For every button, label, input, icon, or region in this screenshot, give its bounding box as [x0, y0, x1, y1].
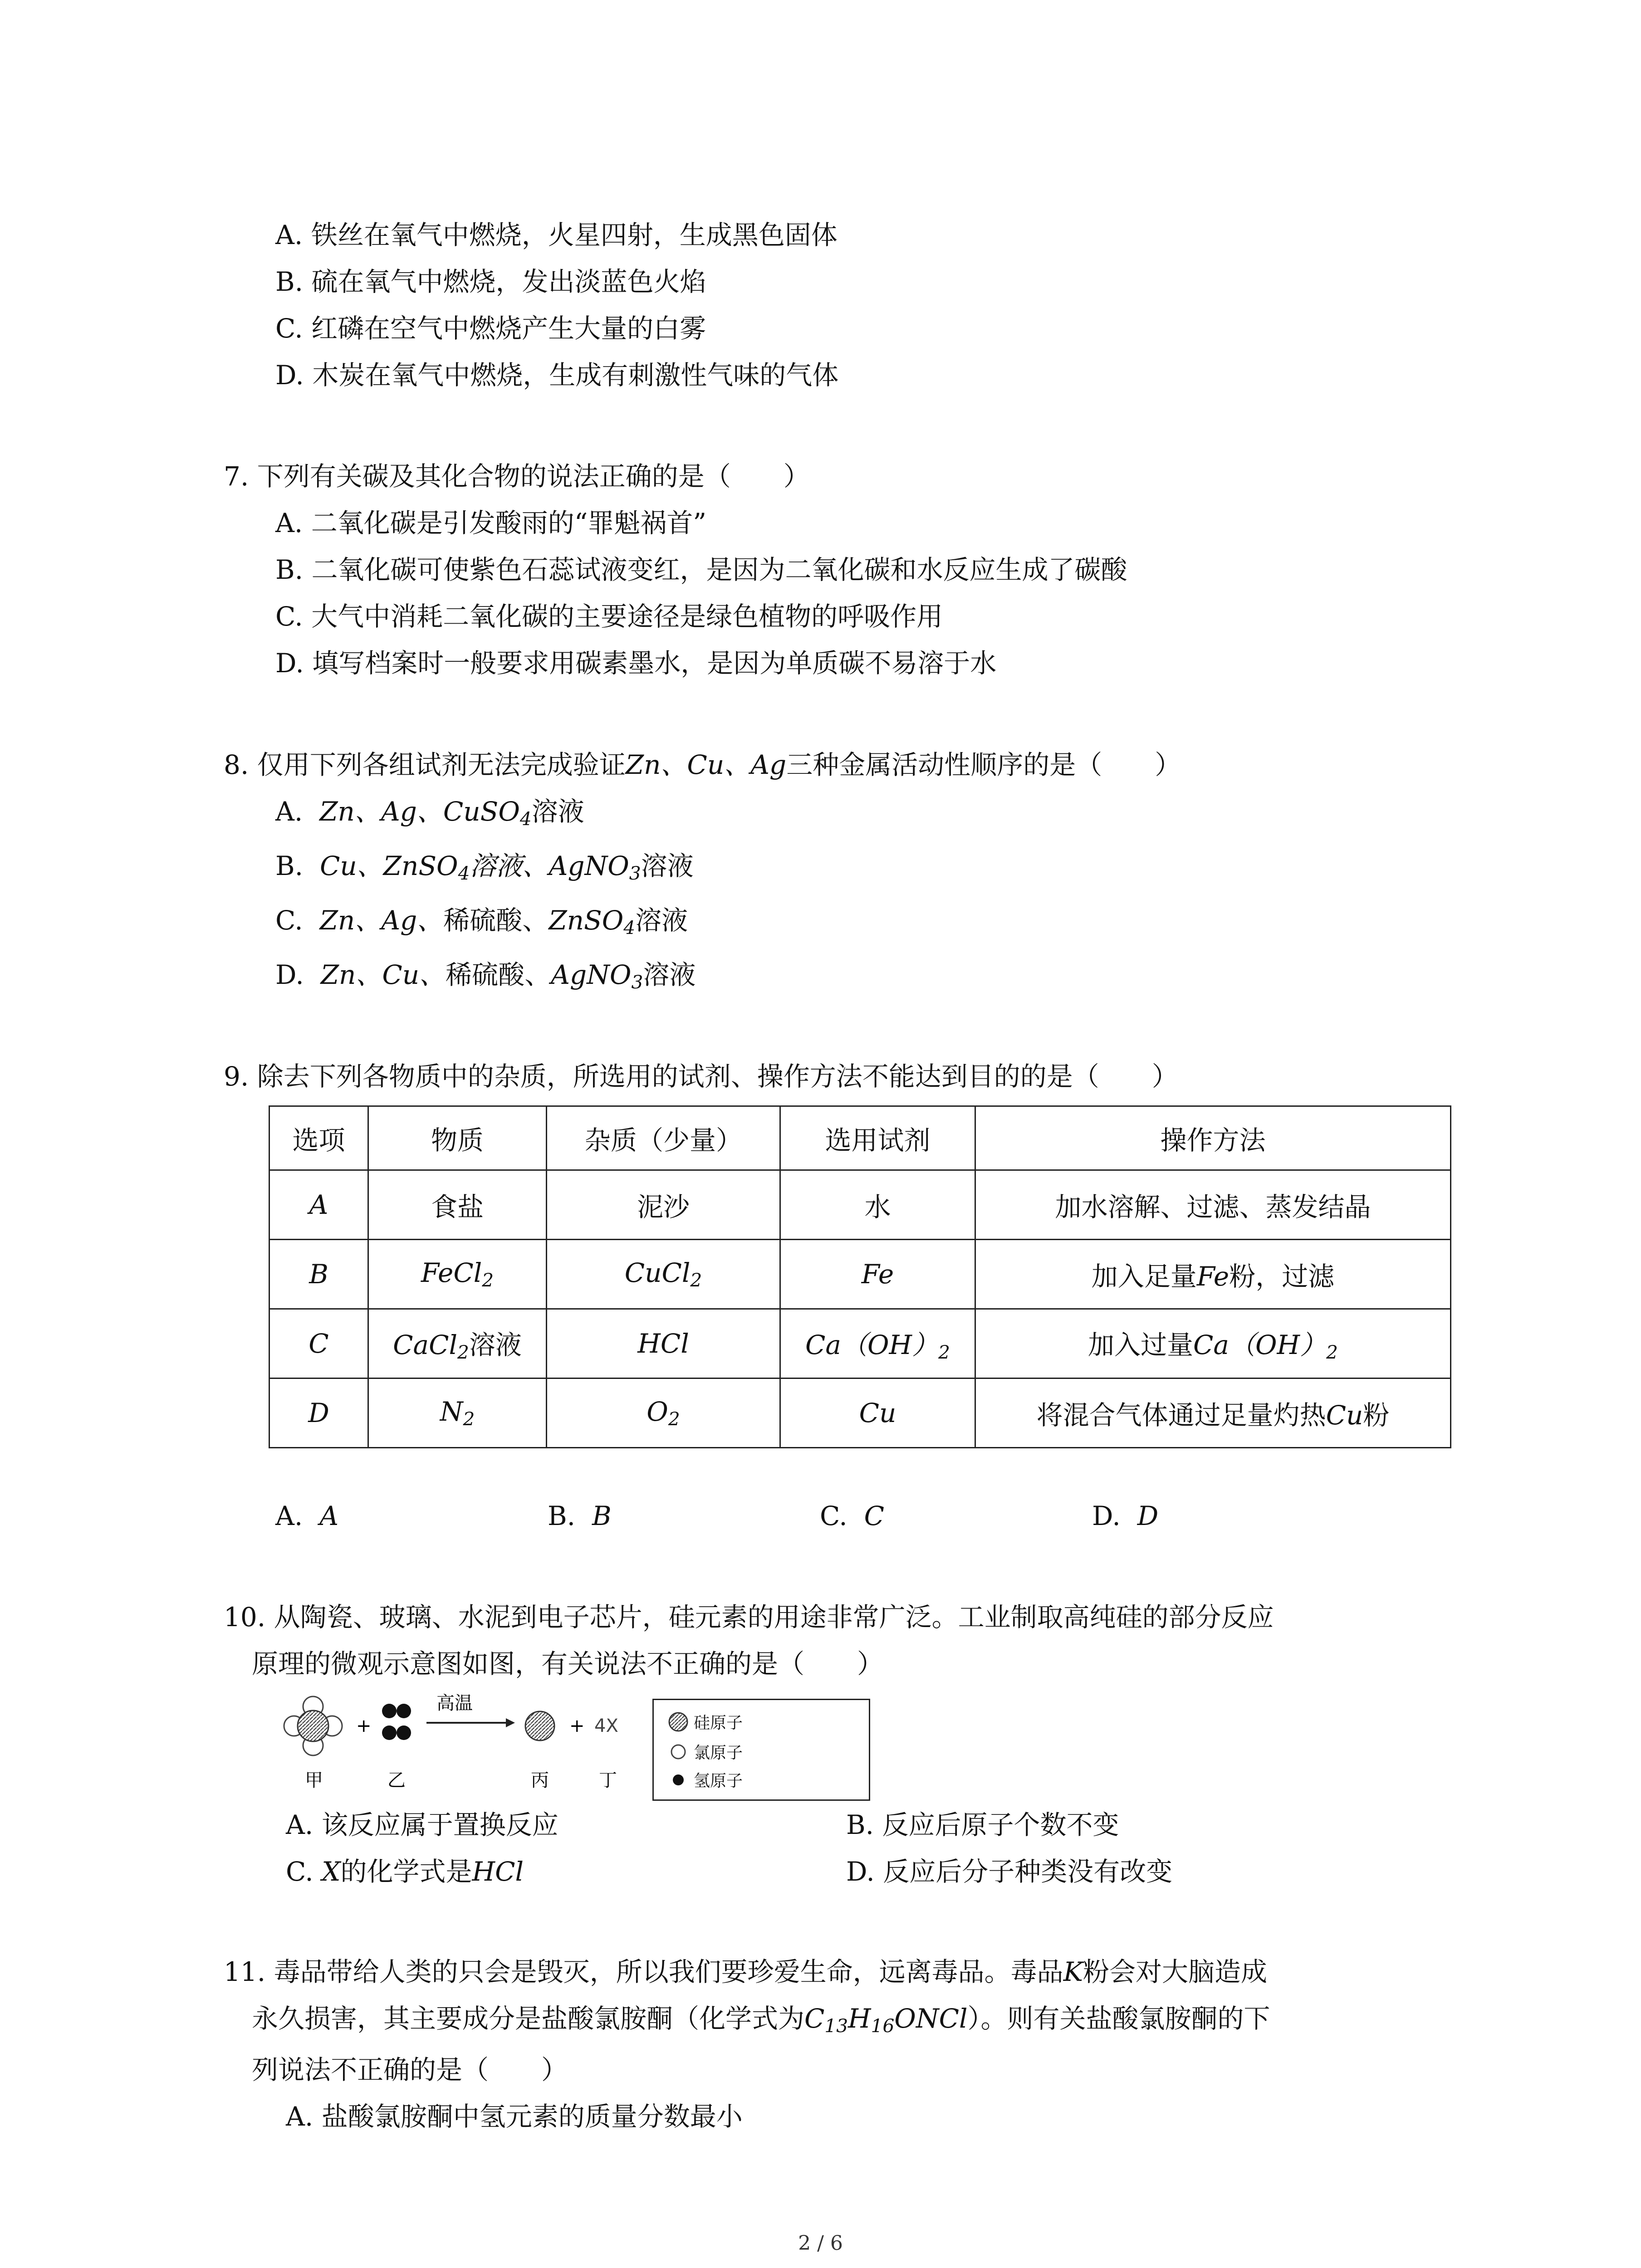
cell-option: A [269, 1170, 368, 1240]
subscript: 4 [458, 862, 470, 885]
q10-option-b: B. 反应后原子个数不变 [846, 1809, 1119, 1840]
subscript: 4 [623, 917, 636, 939]
q11-stem-line2 [252, 2000, 1270, 2044]
hydrogen-atom [397, 1704, 411, 1718]
arrow-head-icon [506, 1718, 515, 1727]
chlorine-atom-icon [667, 1741, 689, 1763]
q10-stem-line2: 原理的微观示意图如图，有关说法不正确的是（ ） [252, 1648, 884, 1679]
cell-text: 溶液 [469, 1330, 522, 1361]
element: H [848, 2003, 871, 2034]
method-text: 粉，过滤 [1229, 1261, 1335, 1292]
cell-reagent: 水 [780, 1170, 975, 1240]
option-label: C. [820, 1501, 847, 1531]
cell-substance [368, 1378, 547, 1448]
header-impurity: 杂质（少量） [547, 1106, 780, 1170]
q8-option-c [275, 902, 688, 946]
method-text: 加入过量 [1088, 1330, 1194, 1361]
formula: Ca（OH） [805, 1330, 939, 1361]
cell-impurity [547, 1240, 780, 1309]
cell-option: C [269, 1309, 368, 1378]
legend-row-hydrogen [667, 1768, 743, 1791]
table-row [269, 1170, 1451, 1240]
cell-impurity: HCl [547, 1309, 780, 1378]
element: C [804, 2003, 825, 2034]
subscript: 2 [668, 1408, 680, 1430]
q6-option-a: A. 铁丝在氧气中燃烧，火星四射，生成黑色固体 [275, 220, 838, 250]
formula: 溶液、AgNO [470, 850, 629, 881]
option-label: A. [275, 796, 303, 827]
cell-substance [368, 1240, 547, 1309]
cell-impurity: 泥沙 [547, 1170, 780, 1240]
option-label: A. [275, 1501, 303, 1531]
method-text: 加入足量 [1091, 1261, 1197, 1292]
arrow-label: 高温 [436, 1693, 473, 1714]
subscript: 16 [871, 2015, 895, 2037]
q9-stem: 9. 除去下列各物质中的杂质，所选用的试剂、操作方法不能达到目的的是（ ） [224, 1061, 1178, 1092]
formula: CuCl [624, 1257, 691, 1288]
cell-substance: 食盐 [368, 1170, 547, 1240]
q6-option-b: B. 硫在氧气中燃烧，发出淡蓝色火焰 [275, 266, 706, 297]
q8-option-a [275, 793, 584, 837]
option-label: D. [275, 959, 304, 990]
formula: FeCl [421, 1257, 482, 1288]
formula: Ca（OH） [1193, 1330, 1327, 1361]
molecule-bing-silicon [525, 1711, 554, 1740]
option-label: C. [286, 1856, 322, 1887]
silicon-atom-icon [667, 1711, 689, 1733]
table-header-row [269, 1106, 1451, 1170]
q9-choice-c [820, 1498, 884, 1534]
option-text: 溶液 [641, 850, 694, 881]
formula: N [440, 1396, 463, 1427]
cell-option: B [269, 1240, 368, 1309]
formula: Zn、Ag、 [319, 905, 444, 936]
cell-impurity [547, 1378, 780, 1448]
option-text: 溶液 [635, 905, 688, 936]
q6-option-d: D. 木炭在氧气中燃烧，生成有刺激性气味的气体 [275, 360, 839, 391]
q7-option-a: A. 二氧化碳是引发酸雨的“罪魁祸首” [275, 508, 707, 538]
q7-option-c: C. 大气中消耗二氧化碳的主要途径是绿色植物的呼吸作用 [275, 601, 943, 632]
subscript: 2 [457, 1341, 469, 1364]
option-label: B. [275, 850, 304, 881]
formula: HCl [472, 1856, 524, 1887]
legend-label: 氢原子 [694, 1772, 743, 1790]
option-value: C [864, 1501, 885, 1531]
option-text: 溶液 [531, 796, 584, 827]
molecule-yi [382, 1704, 411, 1740]
label-bing: 丙 [531, 1770, 549, 1791]
q11-stem-line1 [224, 1954, 1267, 1990]
cell-option: D [269, 1378, 368, 1448]
formula: Zn、Cu、 [320, 959, 446, 990]
q8-stem [224, 747, 1181, 783]
q9-table [269, 1105, 1451, 1448]
option-text: 溶液 [643, 959, 696, 990]
subscript: 2 [1326, 1341, 1338, 1364]
q8-option-b [275, 848, 694, 891]
product-ding: 4X [594, 1716, 618, 1736]
table-row [269, 1378, 1451, 1448]
formula: AgNO [551, 959, 632, 990]
q8-stem-text: 8. 仅用下列各组试剂无法完成验证 [224, 749, 626, 780]
option-label: D. [1092, 1501, 1121, 1531]
subscript: 3 [629, 862, 641, 885]
hydrogen-atom-icon [667, 1769, 689, 1791]
q10-option-a: A. 该反应属于置换反应 [286, 1809, 558, 1840]
cell-method: 加水溶解、过滤、蒸发结晶 [975, 1170, 1451, 1240]
option-value: D [1137, 1501, 1159, 1531]
plus-sign: + [569, 1716, 585, 1736]
option-label: C. [275, 905, 303, 936]
option-text: 稀硫酸、 [443, 905, 549, 936]
q8-stem-metals: Zn、Cu、Ag [625, 749, 787, 780]
stem-text: 粉会对大脑造成 [1083, 1956, 1268, 1987]
molecule-jia [284, 1696, 342, 1755]
q11-stem-line3: 列说法不正确的是（ ） [252, 2054, 568, 2085]
q9-choice-b [548, 1498, 612, 1534]
option-label: B. [548, 1501, 576, 1531]
cell-reagent: Fe [780, 1240, 975, 1309]
header-reagent: 选用试剂 [780, 1106, 975, 1170]
q10-option-d: D. 反应后分子种类没有改变 [846, 1856, 1173, 1887]
cell-method [975, 1240, 1451, 1309]
cell-reagent: Cu [780, 1378, 975, 1448]
q9-choice-a [275, 1498, 338, 1534]
silicon-atom [298, 1711, 328, 1741]
header-substance: 物质 [368, 1106, 547, 1170]
q9-choice-d [1092, 1498, 1158, 1534]
legend-row-chlorine [667, 1740, 743, 1763]
option-value: B [592, 1501, 612, 1531]
q7-option-d: D. 填写档案时一般要求用碳素墨水，是因为单质碳不易溶于水 [275, 648, 997, 679]
subscript: 2 [482, 1269, 494, 1291]
variable: K [1063, 1956, 1083, 1987]
element: ONCl [894, 2003, 968, 2034]
plus-sign: + [356, 1716, 372, 1736]
label-ding: 丁 [599, 1770, 617, 1791]
subscript: 2 [690, 1269, 702, 1291]
cell-method [975, 1378, 1451, 1448]
legend-label: 硅原子 [694, 1714, 743, 1732]
header-option: 选项 [269, 1106, 368, 1170]
stem-text: ）。则有关盐酸氯胺酮的下 [967, 2003, 1270, 2034]
option-text: 的化学式是 [340, 1856, 472, 1887]
legend-row-silicon [667, 1710, 743, 1733]
stem-text: 11. 毒品带给人类的只会是毁灭，所以我们要珍爱生命，远离毒品。毒品 [224, 1956, 1063, 1987]
legend-label: 氯原子 [694, 1744, 743, 1762]
q8-stem-text-end: 三种金属活动性顺序的是（ ） [786, 749, 1181, 780]
subscript: 2 [938, 1341, 950, 1364]
formula: ZnSO [549, 905, 624, 936]
page-number: 2 / 6 [798, 2232, 843, 2255]
chemical-formula [804, 2003, 968, 2037]
formula: Zn、Ag、CuSO [319, 796, 520, 827]
stem-text: 永久损害，其主要成分是盐酸氯胺酮（化学式为 [252, 2003, 805, 2034]
q8-option-d [275, 957, 696, 1000]
subscript: 13 [824, 2015, 848, 2037]
atom-legend [652, 1699, 870, 1801]
hydrogen-atom [397, 1725, 411, 1740]
hydrogen-atom [382, 1725, 397, 1740]
variable: X [322, 1856, 341, 1887]
q11-option-a: A. 盐酸氯胺酮中氢元素的质量分数最小 [286, 2101, 743, 2132]
formula: CaCl [393, 1330, 458, 1361]
subscript: 4 [519, 808, 532, 830]
option-value: A [319, 1501, 339, 1531]
hydrogen-atom [382, 1704, 397, 1718]
formula: Cu、ZnSO [319, 850, 458, 881]
cell-method [975, 1309, 1451, 1378]
subscript: 3 [631, 971, 643, 993]
q7-stem: 7. 下列有关碳及其化合物的说法正确的是（ ） [224, 461, 810, 492]
formula: Fe [1196, 1261, 1230, 1292]
label-jia: 甲 [305, 1770, 323, 1791]
method-text: 粉 [1363, 1400, 1390, 1431]
q6-option-c: C. 红磷在空气中燃烧产生大量的白雾 [275, 313, 706, 344]
table-row [269, 1240, 1451, 1309]
table-row [269, 1309, 1451, 1378]
formula: Cu [1326, 1400, 1363, 1431]
q10-stem-line1: 10. 从陶瓷、玻璃、水泥到电子芯片，硅元素的用途非常广泛。工业制取高纯硅的部分反应 [224, 1602, 1274, 1633]
method-text: 将混合气体通过足量灼热 [1036, 1400, 1326, 1431]
header-method: 操作方法 [975, 1106, 1451, 1170]
q7-option-b: B. 二氧化碳可使紫色石蕊试液变红，是因为二氧化碳和水反应生成了碳酸 [275, 554, 1127, 585]
option-text: 稀硫酸、 [446, 959, 551, 990]
formula: O [647, 1396, 668, 1427]
label-yi: 乙 [387, 1770, 406, 1791]
subscript: 2 [463, 1408, 475, 1430]
cell-substance [368, 1309, 547, 1378]
q10-option-c [286, 1853, 524, 1890]
cell-reagent [780, 1309, 975, 1378]
